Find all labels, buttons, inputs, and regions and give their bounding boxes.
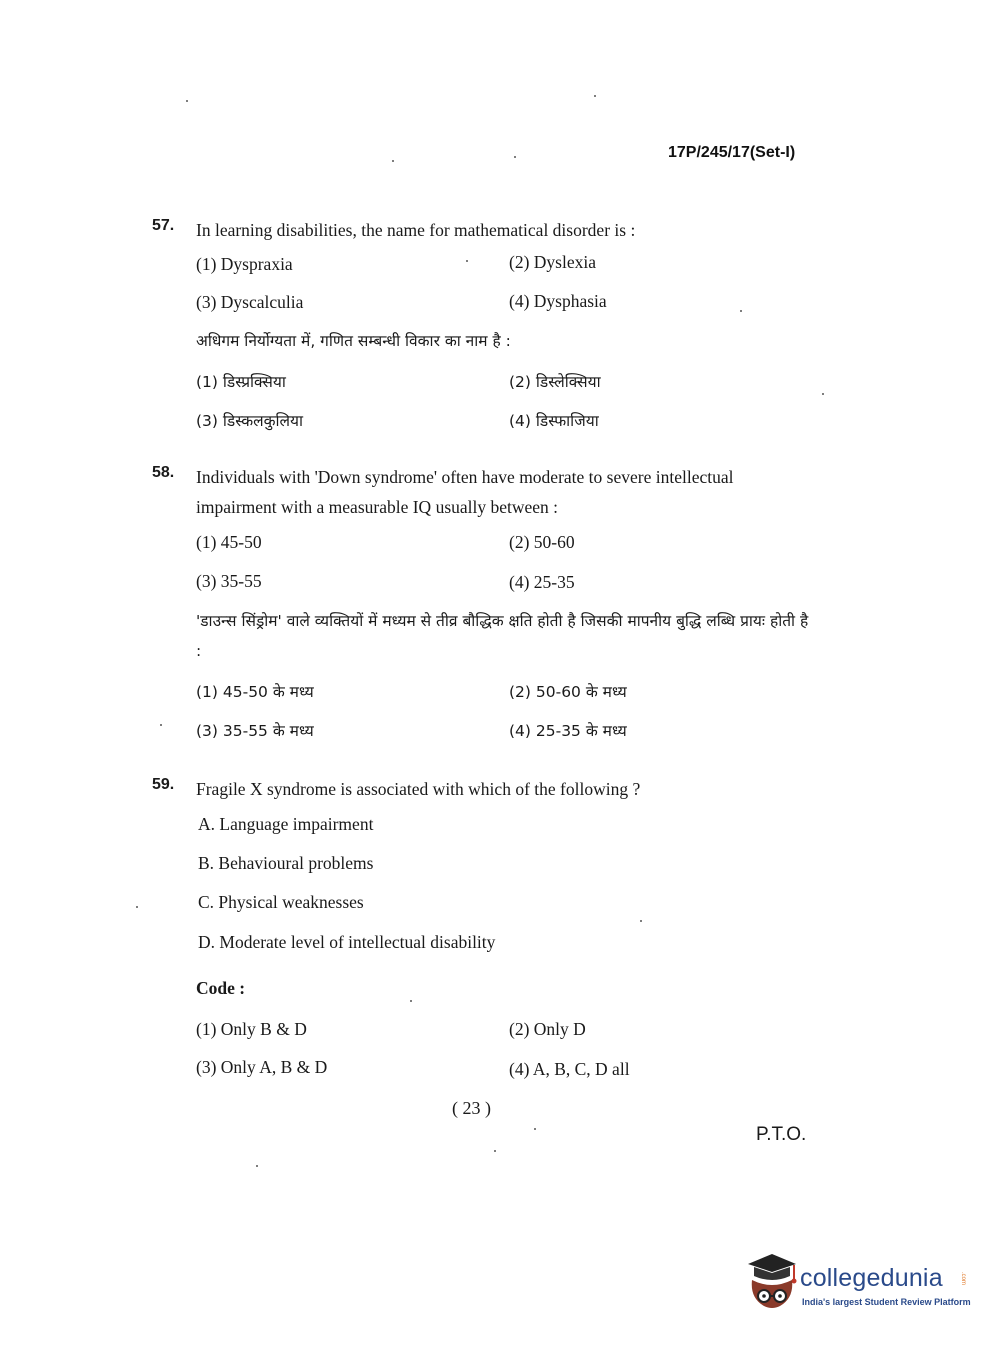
page-number: ( 23 ) — [452, 1098, 491, 1118]
option-3-hi: (3) डिस्कलकुलिया — [196, 412, 304, 430]
option-3: (3) 35-55 — [196, 571, 262, 591]
scan-speck — [740, 310, 742, 312]
question-text-en: In learning disabilities, the name for mathematical disorder is : — [196, 220, 636, 240]
option-3-hi: (3) 35-55 के मध्य — [196, 722, 314, 740]
scan-speck — [534, 1128, 536, 1130]
pto-label: P.T.O. — [756, 1124, 807, 1145]
option-4: (4) A, B, C, D all — [509, 1059, 630, 1079]
scan-speck — [392, 160, 394, 162]
scan-speck — [466, 260, 468, 262]
option-2: (2) 50-60 — [509, 532, 575, 552]
question-text-hi: 'डाउन्स सिंड्रोम' वाले व्यक्तियों में मध्यम से तीव्र बौद्धिक क्षति होती है जिसकी मापनीय बुद्धि लब्धि प्रायः होती है : — [196, 612, 809, 660]
option-4: (4) Dysphasia — [509, 291, 607, 311]
scan-speck — [514, 156, 516, 158]
option-4: (4) 25-35 — [509, 572, 575, 592]
option-4-hi: (4) डिस्फाजिया — [509, 412, 599, 430]
option-3: (3) Dyscalculia — [196, 292, 304, 312]
option-1-hi: (1) 45-50 के मध्य — [196, 683, 314, 701]
watermark-logo — [742, 1250, 972, 1314]
question-text-en: Individuals with 'Down syndrome' often have moderate to severe intellectual impairment with a measurable IQ usually between : — [196, 467, 734, 517]
statement-c: C. Physical weaknesses — [198, 892, 364, 912]
student-mascot-icon — [742, 1250, 802, 1314]
scan-speck — [160, 724, 162, 726]
option-2-hi: (2) डिस्लेक्सिया — [509, 373, 601, 391]
scan-speck — [494, 1150, 496, 1152]
question-text-en: Fragile X syndrome is associated with which of the following ? — [196, 779, 641, 799]
scan-speck — [594, 95, 596, 97]
option-3: (3) Only A, B & D — [196, 1057, 328, 1077]
option-2: (2) Dyslexia — [509, 252, 596, 272]
scan-speck — [136, 906, 138, 908]
watermark-suffix: .com — [960, 1272, 966, 1286]
watermark-brand: collegedunia — [800, 1264, 943, 1292]
watermark-tagline: India's largest Student Review Platform — [802, 1297, 971, 1307]
scan-speck — [186, 100, 188, 102]
code-label: Code : — [196, 978, 246, 998]
option-1-hi: (1) डिस्प्रक्सिया — [196, 373, 286, 391]
statement-b: B. Behavioural problems — [198, 853, 374, 873]
option-1: (1) 45-50 — [196, 532, 262, 552]
scan-speck — [640, 920, 642, 922]
question-number: 59. — [152, 776, 175, 793]
question-number: 57. — [152, 217, 175, 234]
option-2: (2) Only D — [509, 1019, 586, 1039]
question-number: 58. — [152, 464, 175, 481]
statement-d: D. Moderate level of intellectual disability — [198, 932, 496, 952]
scan-speck — [822, 393, 824, 395]
question-text-hi: अधिगम निर्योग्यता में, गणित सम्बन्धी विकार का नाम है : — [196, 332, 511, 350]
option-1: (1) Only B & D — [196, 1019, 307, 1039]
statement-a: A. Language impairment — [198, 814, 374, 834]
scan-speck — [256, 1165, 258, 1167]
option-1: (1) Dyspraxia — [196, 254, 293, 274]
option-2-hi: (2) 50-60 के मध्य — [509, 683, 627, 701]
option-4-hi: (4) 25-35 के मध्य — [509, 722, 627, 740]
header-code: 17P/245/17(Set-I) — [668, 144, 796, 161]
scan-speck — [410, 1000, 412, 1002]
